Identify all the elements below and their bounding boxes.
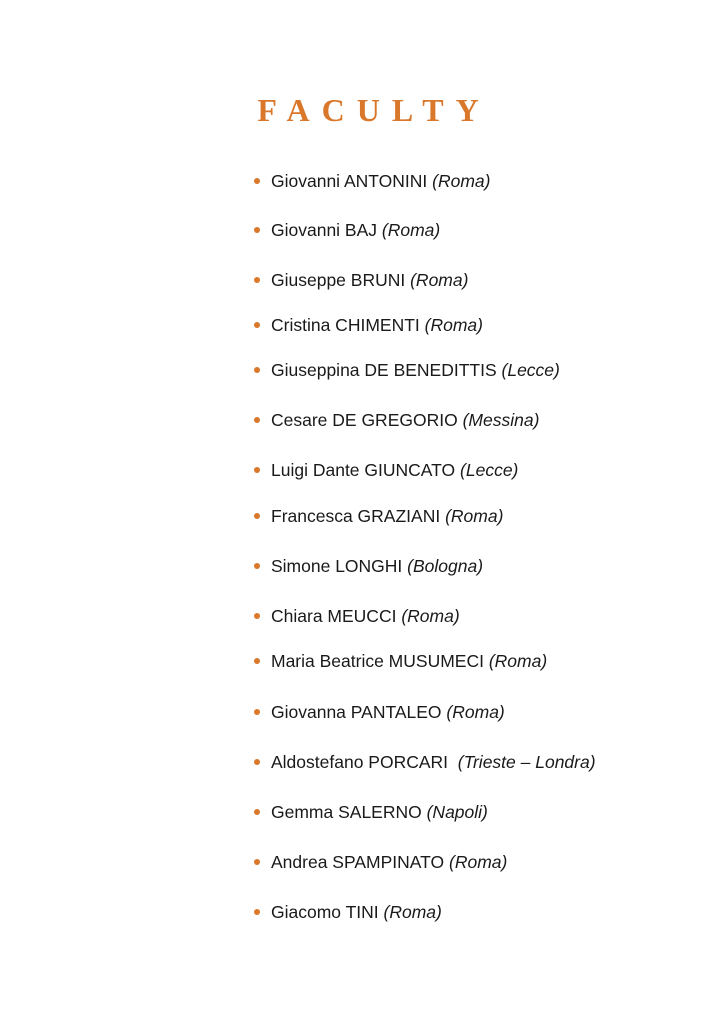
list-item [254,605,460,627]
faculty-city: (Roma) [401,606,460,626]
faculty-name: Cesare DE GREGORIO [271,410,458,430]
faculty-name: Simone LONGHI [271,556,403,576]
faculty-name: Giuseppina DE BENEDITTIS [271,360,497,380]
faculty-city: (Messina) [462,410,540,430]
faculty-name: Aldostefano PORCARI [271,752,453,772]
bullet-icon [254,513,260,519]
list-item [254,901,442,923]
bullet-icon [254,277,260,283]
faculty-city: (Roma) [381,220,441,240]
list-item [254,409,539,431]
faculty-name: Francesca GRAZIANI [271,506,441,526]
faculty-city: (Roma) [432,171,491,191]
faculty-name: Giuseppe BRUNI [271,270,406,290]
faculty-city: (Roma) [446,702,505,722]
faculty-name: Giovanni BAJ [271,220,378,240]
bullet-icon [254,467,260,473]
list-item [254,650,547,672]
faculty-city: (Roma) [488,651,548,671]
faculty-city: (Roma) [445,506,504,526]
bullet-icon [254,417,260,423]
faculty-name: Gemma SALERNO [271,802,422,822]
bullet-icon [254,709,260,715]
bullet-icon [254,809,260,815]
faculty-name: Maria Beatrice MUSUMECI [271,651,484,671]
list-item [254,269,468,291]
list-item [254,801,488,823]
faculty-city: (Roma) [383,902,442,922]
list-item [254,851,507,873]
faculty-name: Chiara MEUCCI [271,606,397,626]
bullet-icon [254,613,260,619]
bullet-icon [254,563,260,569]
bullet-icon [254,759,260,765]
faculty-name: Giovanni ANTONINI [271,171,428,191]
faculty-name: Cristina CHIMENTI [271,315,420,335]
bullet-icon [254,227,260,233]
faculty-city: (Roma) [424,315,483,335]
bullet-icon [254,322,260,328]
bullet-icon [254,859,260,865]
bullet-icon [254,658,260,664]
faculty-city: (Roma) [410,270,469,290]
faculty-city: (Trieste – Londra) [457,752,596,772]
list-item [254,359,560,381]
faculty-name: Andrea SPAMPINATO [271,852,445,872]
list-item [254,751,596,773]
list-item [254,219,440,241]
list-item [254,555,483,577]
page-title: FACULTY [257,92,491,128]
faculty-city: (Lecce) [460,460,519,480]
faculty-name: Luigi Dante GIUNCATO [271,460,456,480]
faculty-city: (Roma) [449,852,508,872]
faculty-city: (Bologna) [407,556,484,576]
list-item [254,701,505,723]
faculty-city: (Napoli) [426,802,488,822]
faculty-name: Giacomo TINI [271,902,379,922]
bullet-icon [254,367,260,373]
bullet-icon [254,178,260,184]
list-item [254,505,503,527]
list-item [254,170,490,192]
list-item [254,459,518,481]
bullet-icon [254,909,260,915]
faculty-name: Giovanna PANTALEO [271,702,442,722]
list-item [254,314,483,336]
faculty-city: (Lecce) [501,360,560,380]
